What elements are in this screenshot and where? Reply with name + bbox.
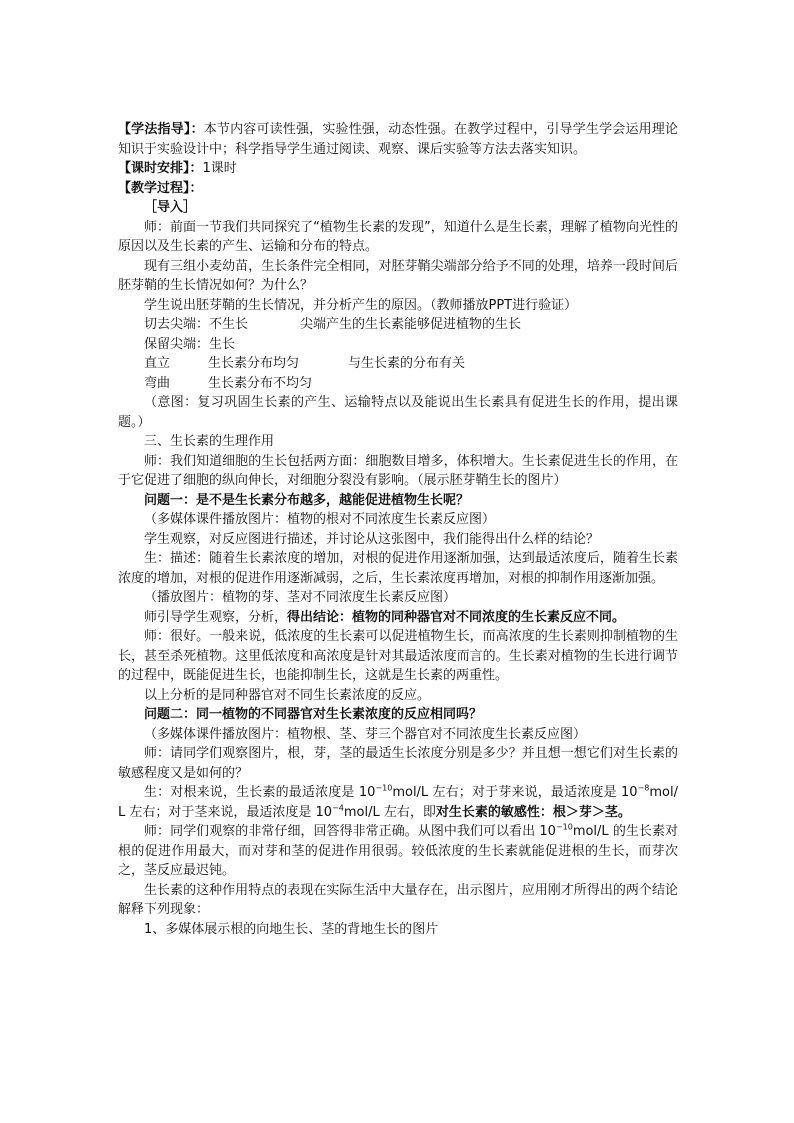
intro-heading: ［导入］ xyxy=(144,200,197,215)
paragraph-text: mol/L 左右；对于芽来说，最适浓度是 10 xyxy=(392,785,638,800)
treatment-distribution: 生长素分布不均匀 xyxy=(208,375,313,391)
exponent: −10 xyxy=(375,783,393,793)
treatment-conclusion: 与生长素的分布有关 xyxy=(348,356,466,371)
paragraph: （多媒体课件播放图片：植物根、茎、芽三个器官对不同浓度生长素反应图） xyxy=(144,726,587,742)
paragraph: 生长素的这种作用特点的表现在实际生活中大量存在，出示图片，应用刚才所得出的两个结论解释下列现象： xyxy=(118,882,678,917)
treatment-distribution: 生长素分布均匀 xyxy=(208,356,300,371)
learning-guide xyxy=(118,120,678,159)
treatment-conclusion: 尖端产生的生长素能够促进植物的生长 xyxy=(300,317,522,332)
paragraph xyxy=(118,822,678,881)
conclusion-text: 得出结论：植物的同种器官对不同浓度的生长素反应不同。 xyxy=(287,609,626,625)
treatment-row-keep-tip xyxy=(118,335,678,355)
class-schedule xyxy=(118,159,678,179)
paragraph-text: 生：对根来说，生长素的最适浓度是 10 xyxy=(144,785,376,800)
paragraph: 师：请同学们观察图片，根，芽，茎的最适生长浓度分别是多少？并且想一想它们对生长素的敏感程度又是如何的？ xyxy=(118,746,678,781)
exponent: −8 xyxy=(637,783,650,793)
paragraph-text: mol/L 的生长素对根的促进作用最大，而对芽和茎的促进作用很弱。较低浓度的生长素就能促进根的生长，而芽次之，茎反应最迟钝。 xyxy=(118,824,678,878)
exponent: −4 xyxy=(332,803,344,813)
class-schedule-label: 【课时安排】： xyxy=(118,161,203,176)
paragraph: 师：我们知道细胞的生长包括两方面：细胞数目增多，体积增大。生长素促进生长的作用，在于它促进了细胞的纵向伸长，对细胞分裂没有影响。（展示胚芽鞘生长的图片） xyxy=(118,453,678,488)
conclusion-text: 对生长素的敏感性：根＞芽＞茎。 xyxy=(435,804,631,820)
paragraph-text: mol/L 左右，即 xyxy=(343,804,436,820)
learning-guide-text: 本节内容可读性强，实验性强，动态性强。在教学过程中，引导学生学会运用理论知识于实验设计中；科学指导学生通过阅读、观察、课后实验等方法去落实知识。 xyxy=(118,122,678,157)
paragraph: 师：前面一节我们共同探究了“植物生长素的发现”，知道什么是生长素，理解了植物向光性的原因以及生长素的产生、运输和分布的特点。 xyxy=(118,219,678,254)
paragraph: 学生观察，对反应图进行描述，并讨论从这张图中，我们能得出什么样的结论？ xyxy=(144,531,600,547)
treatment-label: 弯曲 xyxy=(144,375,171,391)
teaching-process-label: 【教学过程】： xyxy=(118,180,203,196)
paragraph: 现有三组小麦幼苗，生长条件完全相同，对胚芽鞘尖端部分给予不同的处理，培养一段时间后胚芽鞘的生长情况如何？为什么？ xyxy=(118,258,678,293)
paragraph xyxy=(118,783,678,822)
paragraph: 1、多媒体展示根的向地生长、茎的背地生长的图片 xyxy=(144,921,439,937)
section-heading: 三、生长素的生理作用 xyxy=(144,434,275,449)
class-schedule-text: 1课时 xyxy=(202,161,237,176)
treatment-label: 保留尖端：生长 xyxy=(144,336,236,352)
question-two: 问题二：同一植物的不同器官对生长素浓度的反应相同吗？ xyxy=(144,707,483,722)
treatment-row-upright xyxy=(118,354,678,374)
paragraph: 学生说出胚芽鞘的生长情况，并分析产生的原因。（教师播放PPT进行验证） xyxy=(144,297,578,313)
paragraph: 生：描述：随着生长素浓度的增加，对根的促进作用逐渐加强，达到最适浓度后，随着生长素浓度的增加，对根的促进作用逐渐减弱，之后，生长素浓度再增加，对根的抑制作用逐渐加强。 xyxy=(118,551,678,586)
treatment-label: 切去尖端：不生长 xyxy=(144,317,249,332)
learning-guide-label: 【学法指导】： xyxy=(118,122,204,137)
paragraph xyxy=(118,608,678,628)
question-one: 问题一：是不是生长素分布越多，越能促进植物生长呢？ xyxy=(144,492,470,508)
treatment-label: 直立 xyxy=(144,356,171,371)
paragraph: （意图：复习巩固生长素的产生、运输特点以及能说出生长素具有促进生长的作用，提出课题。） xyxy=(118,395,678,430)
paragraph-text: mol/L 左右；对于茎来说，最适浓度是 10 xyxy=(118,785,678,820)
document-page xyxy=(118,120,678,939)
treatment-row-cut-tip xyxy=(118,315,678,335)
paragraph: （播放图片：植物的芽、茎对不同浓度生长素反应图） xyxy=(144,590,457,605)
exponent: −10 xyxy=(555,822,573,832)
treatment-row-bend xyxy=(118,374,678,394)
paragraph: 以上分析的是同种器官对不同生长素浓度的反应。 xyxy=(144,687,431,703)
paragraph: （多媒体课件播放图片：植物的根对不同浓度生长素反应图） xyxy=(144,512,496,527)
paragraph: 师：很好。一般来说，低浓度的生长素可以促进植物生长，而高浓度的生长素则抑制植物的生长，甚至杀死植物。这里低浓度和高浓度是针对其最适浓度而言的。生长素对植物的生长进行调节的过程中，既能促进生长，也能抑制生长，这就是生长素的两重性。 xyxy=(118,629,678,683)
paragraph-text: 师：同学们观察的非常仔细，回答得非常正确。从图中我们可以看出 10 xyxy=(144,824,556,839)
paragraph-text: 师引导学生观察，分析， xyxy=(144,609,288,625)
